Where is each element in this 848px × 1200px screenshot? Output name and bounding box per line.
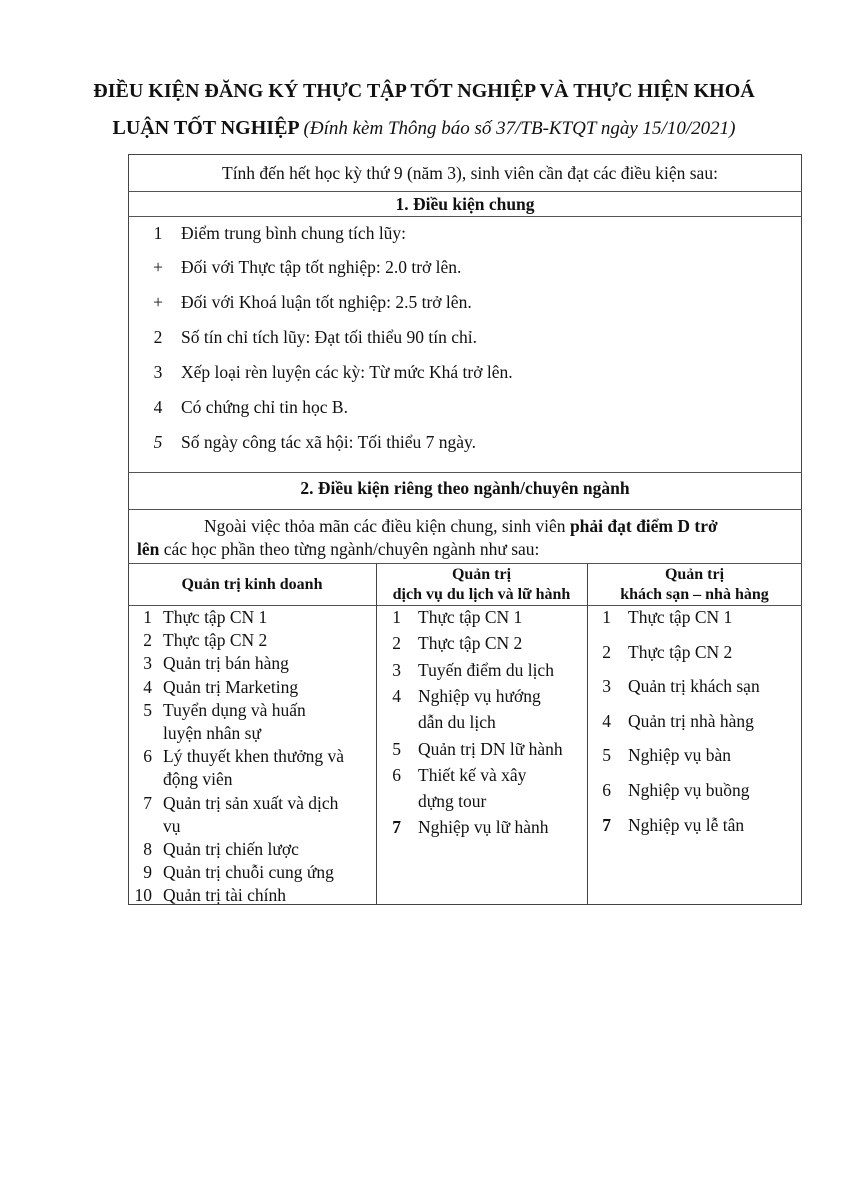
course-number: 7: [602, 814, 611, 835]
paragraph-emphasis: lên: [137, 539, 160, 559]
list-item: Đối với Khoá luận tốt nghiệp: 2.5 trở lên.: [181, 292, 472, 312]
course-name: Thực tập CN 2: [418, 633, 523, 654]
list-marker: 2: [153, 327, 163, 347]
course-name: Lý thuyết khen thưởng và: [163, 746, 345, 767]
row-divider: [128, 472, 802, 473]
row-divider: [128, 509, 802, 510]
column-header-business-admin: [128, 575, 376, 595]
list-item: Xếp loại rèn luyện các kỳ: Từ mức Khá trở lên.: [181, 362, 513, 382]
course-number: 2: [392, 633, 401, 654]
row-divider: [128, 191, 802, 192]
course-name: Thực tập CN 1: [163, 607, 268, 627]
section1-heading: 1. Điều kiện chung: [395, 194, 535, 214]
course-name: Thực tập CN 2: [628, 641, 733, 662]
course-number: 8: [143, 839, 152, 859]
course-number: 2: [143, 630, 152, 651]
course-name: Quản trị nhà hàng: [628, 710, 754, 731]
course-number: 1: [143, 607, 152, 627]
course-name: Tuyến điểm du lịch: [418, 659, 554, 680]
course-name: Thực tập CN 1: [418, 607, 523, 627]
course-name: động viên: [163, 769, 233, 790]
course-name: Quản trị bán hàng: [163, 653, 289, 674]
list-item: Đối với Thực tập tốt nghiệp: 2.0 trở lên.: [181, 257, 462, 277]
course-name: luyện nhân sự: [163, 723, 261, 743]
course-number: 6: [392, 764, 401, 785]
course-number: 4: [392, 685, 401, 706]
course-name: Tuyển dụng và huấn: [163, 699, 306, 720]
row-divider: [128, 563, 802, 564]
row-divider: [128, 216, 802, 217]
row-divider: [128, 605, 802, 606]
course-number: 6: [143, 746, 152, 767]
course-name: Quản trị khách sạn: [628, 676, 760, 697]
course-name: Quản trị Marketing: [163, 676, 299, 697]
document-title-bold: LUẬN TỐT NGHIỆP: [112, 117, 299, 139]
course-number: 7: [392, 817, 401, 838]
header-line: Quản trị: [451, 566, 512, 583]
list-marker: 4: [153, 397, 163, 417]
header-line: khách sạn – nhà hàng: [620, 586, 769, 603]
list-item: Có chứng chỉ tin học B.: [181, 397, 348, 417]
document-title-note: (Đính kèm Thông báo số 37/TB-KTQT ngày 15/10/2021): [303, 118, 736, 139]
course-number: 2: [602, 641, 611, 662]
course-name: Thực tập CN 2: [163, 630, 268, 651]
list-marker: 5: [153, 432, 163, 452]
course-number: 5: [602, 745, 611, 766]
course-name: Nghiệp vụ lễ tân: [628, 814, 745, 835]
paragraph-text: Ngoài việc thỏa mãn các điều kiện chung, sinh viên: [204, 516, 570, 536]
course-number: 3: [392, 659, 401, 680]
list-marker: 1: [153, 223, 163, 243]
course-number: 3: [143, 653, 152, 674]
list-item: Điểm trung bình chung tích lũy:: [181, 223, 407, 243]
course-name: vụ: [163, 815, 181, 836]
course-number: 7: [143, 792, 152, 813]
course-number: 6: [602, 780, 611, 800]
column-header-hotel: [587, 565, 802, 605]
course-name: Thiết kế và xây: [418, 764, 527, 785]
list-item: Số ngày công tác xã hội: Tối thiểu 7 ngày.: [181, 432, 477, 452]
document-title-line1: ĐIỀU KIỆN ĐĂNG KÝ THỰC TẬP TỐT NGHIỆP VÀ THỰC HIỆN KHOÁ: [93, 80, 755, 102]
course-number: 10: [134, 885, 152, 906]
course-name: Nghiệp vụ bàn: [628, 745, 732, 766]
course-name: Quản trị chiến lược: [163, 839, 299, 859]
course-number: 4: [143, 676, 152, 697]
course-name: Quản trị DN lữ hành: [418, 738, 563, 759]
course-name: Quản trị sản xuất và dịch: [163, 792, 339, 813]
course-number: 4: [602, 710, 611, 731]
course-name: Nghiệp vụ hướng: [418, 685, 541, 706]
list-marker: +: [153, 257, 163, 277]
section2-heading: 2. Điều kiện riêng theo ngành/chuyên ngành: [300, 478, 630, 498]
course-name: Nghiệp vụ lữ hành: [418, 817, 549, 838]
course-name: dẫn du lịch: [418, 712, 496, 733]
column-header-tourism: [376, 565, 587, 605]
header-line: Quản trị: [664, 566, 725, 583]
course-name: Quản trị tài chính: [163, 885, 286, 906]
intro-text: Tính đến hết học kỳ thứ 9 (năm 3), sinh viên cần đạt các điều kiện sau:: [222, 163, 718, 183]
course-name: Nghiệp vụ buồng: [628, 780, 750, 800]
list-item: Số tín chỉ tích lũy: Đạt tối thiểu 90 tín chỉ.: [181, 327, 478, 347]
paragraph-text: các học phần theo từng ngành/chuyên ngành như sau:: [159, 539, 540, 559]
paragraph-emphasis: phải đạt điểm D trở: [569, 516, 718, 536]
section2-paragraph-line1: [204, 518, 718, 536]
course-number: 3: [602, 676, 611, 697]
course-name: Quản trị chuỗi cung ứng: [163, 862, 334, 883]
course-number: 5: [143, 699, 152, 720]
course-name: Thực tập CN 1: [628, 607, 733, 627]
course-number: 1: [602, 607, 611, 627]
header-line: Quản trị kinh doanh: [181, 576, 323, 593]
course-number: 1: [392, 607, 401, 627]
header-line: dịch vụ du lịch và lữ hành: [392, 586, 571, 603]
list-marker: +: [153, 292, 163, 312]
document-title-line2: [0, 117, 848, 140]
course-name: dựng tour: [418, 791, 487, 812]
section2-paragraph-line2: [137, 541, 539, 559]
course-number: 9: [143, 862, 152, 883]
list-marker: 3: [153, 362, 163, 382]
course-number: 5: [392, 738, 401, 759]
